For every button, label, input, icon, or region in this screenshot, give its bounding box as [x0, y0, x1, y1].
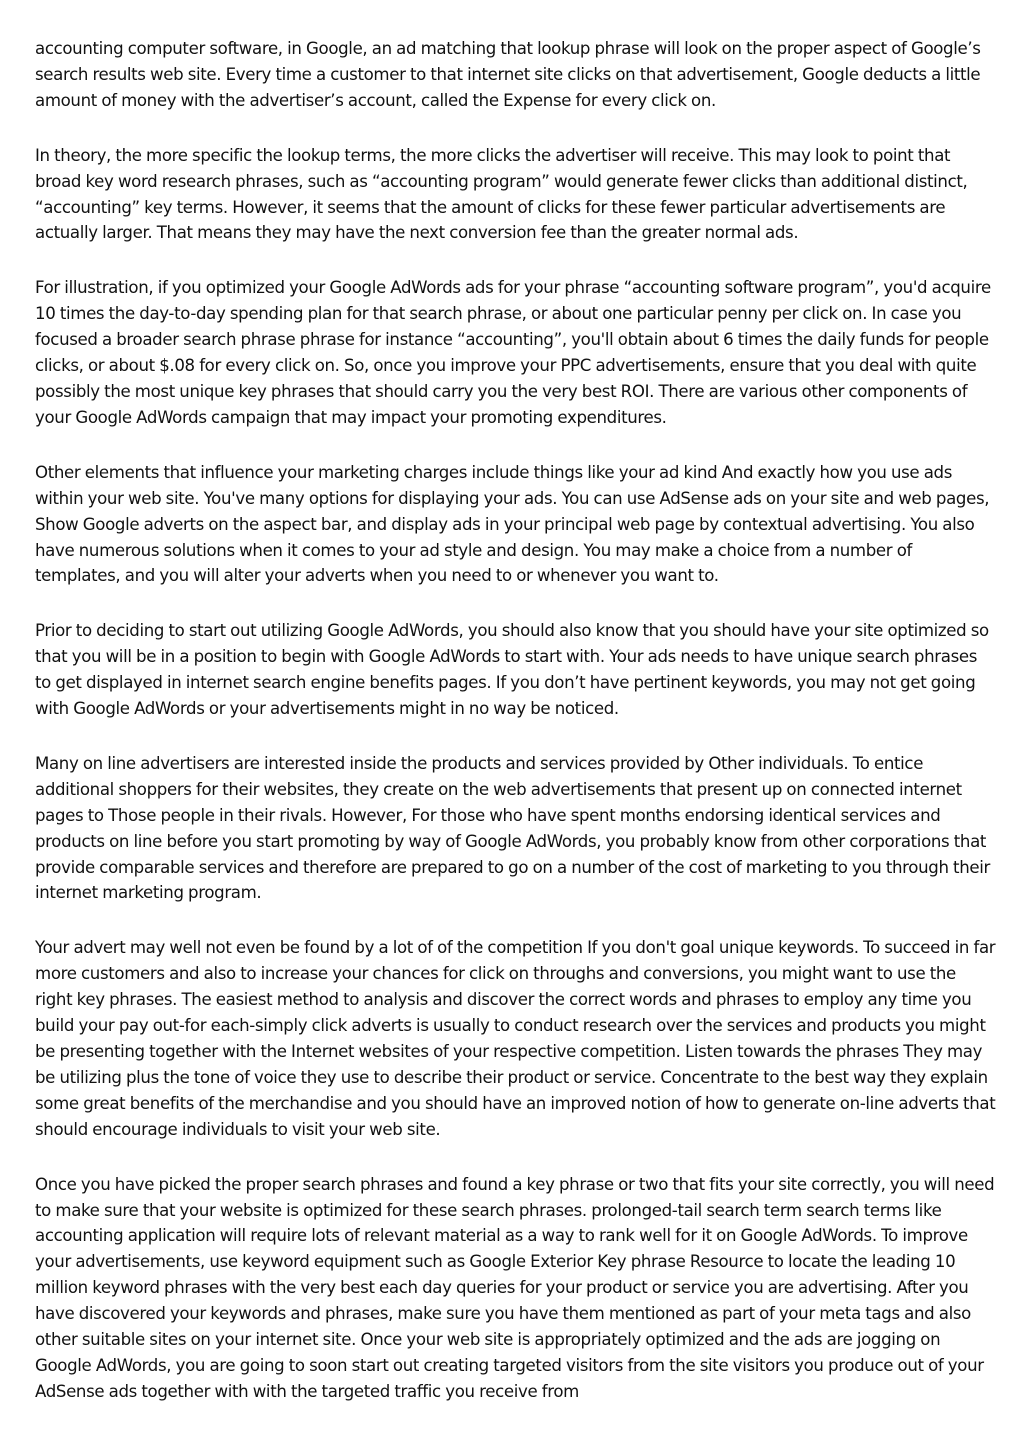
paragraph-3: For illustration, if you optimized your Google AdWords ads for your phrase “accounting software program”, you'd acquire 10 times the day-to-day spending plan for that search phrase, or about one particular penny per click on. In case you focused a broader search phrase phrase for instance “accounting”, you'll obtain about 6 times the daily funds for people clicks, or about $.08 for every click on. So, once you improve your PPC advertisements, ensure that you deal with quite possibly the most unique key phrases that should carry you the very best ROI. There are various other components of your Google AdWords campaign that may impact your promoting expenditures.	[35, 278, 991, 427]
paragraph-4: Other elements that influence your marketing charges include things like your ad kind And exactly how you use ads within your web site. You've many options for displaying your ads. You can use AdSense ads on your site and web pages, Show Google adverts on the aspect bar, and display ads in your principal web page by contextual advertising. You also have numerous solutions when it comes to your ad style and design. You may make a choice from a number of templates, and you will alter your adverts when you need to or whenever you want to.	[35, 462, 990, 586]
paragraph-8: Once you have picked the proper search phrases and found a key phrase or two that fits your site correctly, you will need to make sure that your website is optimized for these search phrases. prolonged-tail search term search terms like accounting application will require lots of relevant material as a way to rank well for it on Google AdWords. To improve your advertisements, use keyword equipment such as Google Exterior Key phrase Resource to locate the leading 10 million keyword phrases with the very best each day queries for your product or service you are advertising. After you have discovered your keywords and phrases, make sure you have them mentioned as part of your meta tags and also other suitable sites on your internet site. Once your web site is appropriately optimized and the ads are jogging on Google AdWords, you are going to soon start out creating targeted visitors from the site visitors you produce out of your AdSense ads together with with the targeted traffic you receive from	[35, 1174, 995, 1401]
paragraph-5: Prior to deciding to start out utilizing Google AdWords, you should also know that you should have your site optimized so that you will be in a position to begin with Google AdWords to start with. Your ads needs to have unique search phrases to get displayed in internet search engine benefits pages. If you don’t have pertinent keywords, you may not get going with Google AdWords or your advertisements might in no way be noticed.	[35, 621, 989, 719]
paragraph-2: In theory, the more specific the lookup terms, the more clicks the advertiser will receive. This may look to point that broad key word research phrases, such as “accounting program” would generate fewer clicks than additional distinct, “accounting” key terms. However, it seems that the amount of clicks for these fewer particular advertisements are actually larger. That means they may have the next conversion fee than the greater normal ads.	[35, 145, 968, 243]
paragraph-6: Many on line advertisers are interested inside the products and services provided by Other individuals. To entice additional shoppers for their websites, they create on the web advertisements that present up on connected internet pages to Those people in their rivals. However, For those who have spent months endorsing identical services and products on line before you start promoting by way of Google AdWords, you probably know from other corporations that provide comparable services and therefore are prepared to go on a number of the cost of marketing to you through their internet marketing program.	[35, 753, 990, 903]
paragraph-7: Your advert may well not even be found by a lot of of the competition If you don't goal unique keywords. To succeed in far more customers and also to increase your chances for click on throughs and conversions, you might want to use the right key phrases. The easiest method to analysis and discover the correct words and phrases to employ any time you build your pay out-for each-simply click adverts is usually to conduct research over the services and products you might be presenting together with the Internet websites of your respective competition. Listen towards the phrases They may be utilizing plus the tone of voice they use to describe their product or service. Concentrate to the best way they explain some great benefits of the merchandise and you should have an improved notion of how to generate on-line adverts that should encourage individuals to visit your web site.	[35, 938, 996, 1139]
paragraph-1: accounting computer software, in Google, an ad matching that lookup phrase will look on the proper aspect of Google’s search results web site. Every time a customer to that internet site clicks on that advertisement, Google deducts a little amount of money with the advertiser’s account, called the Expense for every click on.	[35, 39, 981, 110]
